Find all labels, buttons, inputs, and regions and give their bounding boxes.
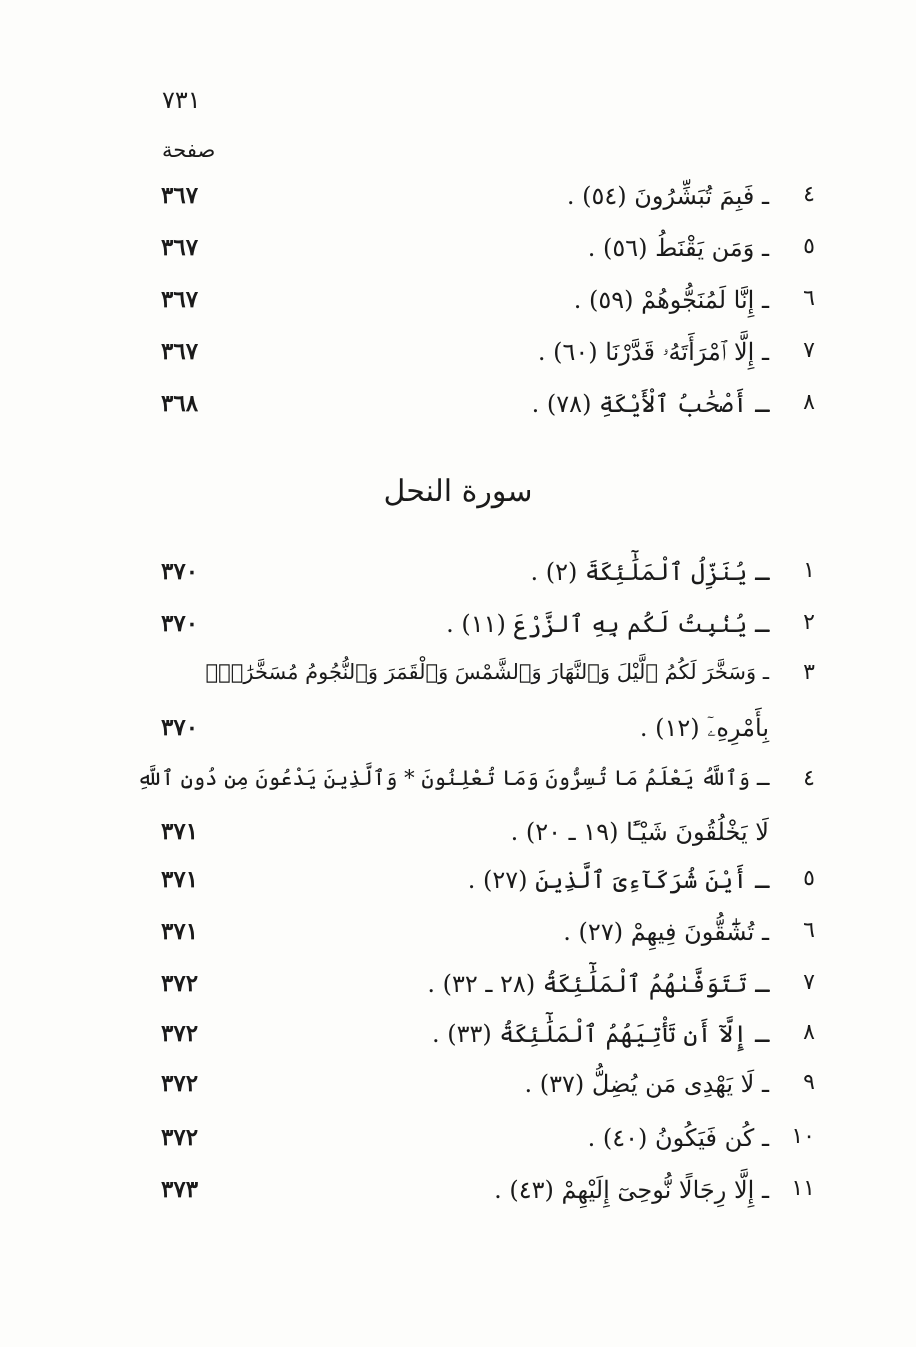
- entry-text: ـ إِلَّا رِجَالًا نُّوحِىٓ إِلَيْهِمْ (٤٣) .: [494, 1176, 769, 1204]
- list-item: [155, 610, 815, 650]
- entry-number: ٦: [803, 286, 815, 311]
- list-item-continuation: [155, 818, 815, 858]
- entry-text: ـ أَيْنَ شُرَكَآءِىَ ٱلَّذِينَ (٢٧) .: [467, 866, 769, 894]
- entry-number: ٦: [803, 918, 815, 943]
- entry-page: ٣٧٠: [161, 558, 199, 585]
- entry-number: ٣: [803, 660, 815, 685]
- list-item: [155, 234, 815, 274]
- list-item: [155, 1124, 815, 1164]
- entry-number: ٨: [803, 1020, 815, 1045]
- entry-page: ٣٧٢: [161, 1020, 199, 1047]
- list-item: [155, 390, 815, 430]
- entry-number: ٧: [803, 970, 815, 995]
- entry-number: ٤: [803, 182, 815, 207]
- entry-page: ٣٧٠: [161, 714, 199, 741]
- page-number: ٧٣١: [162, 86, 201, 114]
- entry-text: ـ يُنَزِّلُ ٱلْمَلَٰٓئِكَةَ (٢) .: [530, 558, 769, 586]
- entry-page: ٣٧١: [161, 866, 199, 893]
- list-item: [155, 558, 815, 598]
- list-item: [155, 918, 815, 958]
- list-item: [155, 1176, 815, 1216]
- entry-page: ٣٧٢: [161, 1124, 199, 1151]
- list-item: [155, 866, 815, 906]
- entry-text: ـ فَبِمَ تُبَشِّرُونَ (٥٤) .: [566, 182, 769, 210]
- entry-number: ١: [803, 558, 815, 583]
- entry-number: ٢: [803, 610, 815, 635]
- entry-page: ٣٦٧: [161, 182, 199, 209]
- entry-number: ٤: [803, 766, 815, 791]
- entry-page: ٣٧١: [161, 818, 199, 845]
- entry-text: بِأَمْرِهِۦٓ (١٢) .: [639, 714, 769, 742]
- entry-text: ـ وَٱللَّهُ يَعْلَمُ مَا تُسِرُّونَ وَمَا تُعْلِنُونَ * وَٱلَّذِينَ يَدْعُونَ مِن دُونِ ٱللَّهِ: [136, 766, 769, 790]
- entry-text: ـ لَا يَهْدِى مَن يُضِلُّ (٣٧) .: [524, 1070, 769, 1098]
- entry-page: ٣٧٠: [161, 610, 199, 637]
- entry-number: ٨: [803, 390, 815, 415]
- entry-page: ٣٦٨: [161, 390, 199, 417]
- list-item: [155, 182, 815, 222]
- page-column-label: صفحة: [162, 138, 216, 162]
- entry-text: ـ كُن فَيَكُونُ (٤٠) .: [587, 1124, 769, 1152]
- entry-page: ٣٧٢: [161, 1070, 199, 1097]
- entry-page: ٣٧٢: [161, 970, 199, 997]
- entry-number: ٥: [803, 234, 815, 259]
- entry-number: ١١: [791, 1176, 815, 1201]
- entry-number: ٧: [803, 338, 815, 363]
- entry-number: ٩: [803, 1070, 815, 1095]
- list-item: [155, 338, 815, 378]
- entry-number: ١٠: [791, 1124, 815, 1149]
- list-item: [155, 970, 815, 1010]
- section-title: سورة النحل: [383, 474, 533, 509]
- entry-text: ـ تُشَٰٓقُّونَ فِيهِمْ (٢٧) .: [563, 918, 769, 946]
- entry-text: ـ وَسَخَّرَ لَكُمُ ٱلَّيْلَ وَٱلنَّهَارَ وَٱلشَّمْسَ وَٱلْقَمَرَ وَٱلنُّجُومُ مُسَخَّرَٰتٌۢ: [205, 660, 769, 684]
- entry-number: ٥: [803, 866, 815, 891]
- entry-page: ٣٦٧: [161, 234, 199, 261]
- entry-text: ـ إِنَّا لَمُنَجُّوهُمْ (٥٩) .: [573, 286, 769, 314]
- entry-text: ـ إِلَّا ٱمْرَأَتَهُۥ قَدَّرْنَا (٦٠) .: [537, 338, 769, 366]
- list-item: [155, 286, 815, 326]
- list-item-continuation: [155, 714, 815, 754]
- entry-page: ٣٦٧: [161, 286, 199, 313]
- entry-page: ٣٦٧: [161, 338, 199, 365]
- list-item: [155, 660, 815, 700]
- entry-page: ٣٧١: [161, 918, 199, 945]
- entry-page: ٣٧٣: [161, 1176, 199, 1203]
- entry-text: ـ يُنۢبِتُ لَكُم بِهِ ٱلزَّرْعَ (١١) .: [446, 610, 769, 638]
- list-item: [155, 1070, 815, 1110]
- list-item: [155, 1020, 815, 1060]
- entry-text: ـ أَصْحَٰبُ ٱلْأَيْكَةِ (٧٨) .: [531, 390, 769, 418]
- entry-text: ـ وَمَن يَقْنَطُ (٥٦) .: [587, 234, 769, 262]
- entry-text: ـ إِلَّآ أَن تَأْتِيَهُمُ ٱلْمَلَٰٓئِكَةُ (٣٣) .: [432, 1020, 769, 1048]
- list-item: [136, 766, 815, 806]
- entry-text: لَا يَخْلُقُونَ شَيْـًٔا (١٩ ـ ٢٠) .: [510, 818, 769, 846]
- entry-text: ـ تَتَوَفَّىٰهُمُ ٱلْمَلَٰٓئِكَةُ (٢٨ ـ ٣٢) .: [427, 970, 769, 998]
